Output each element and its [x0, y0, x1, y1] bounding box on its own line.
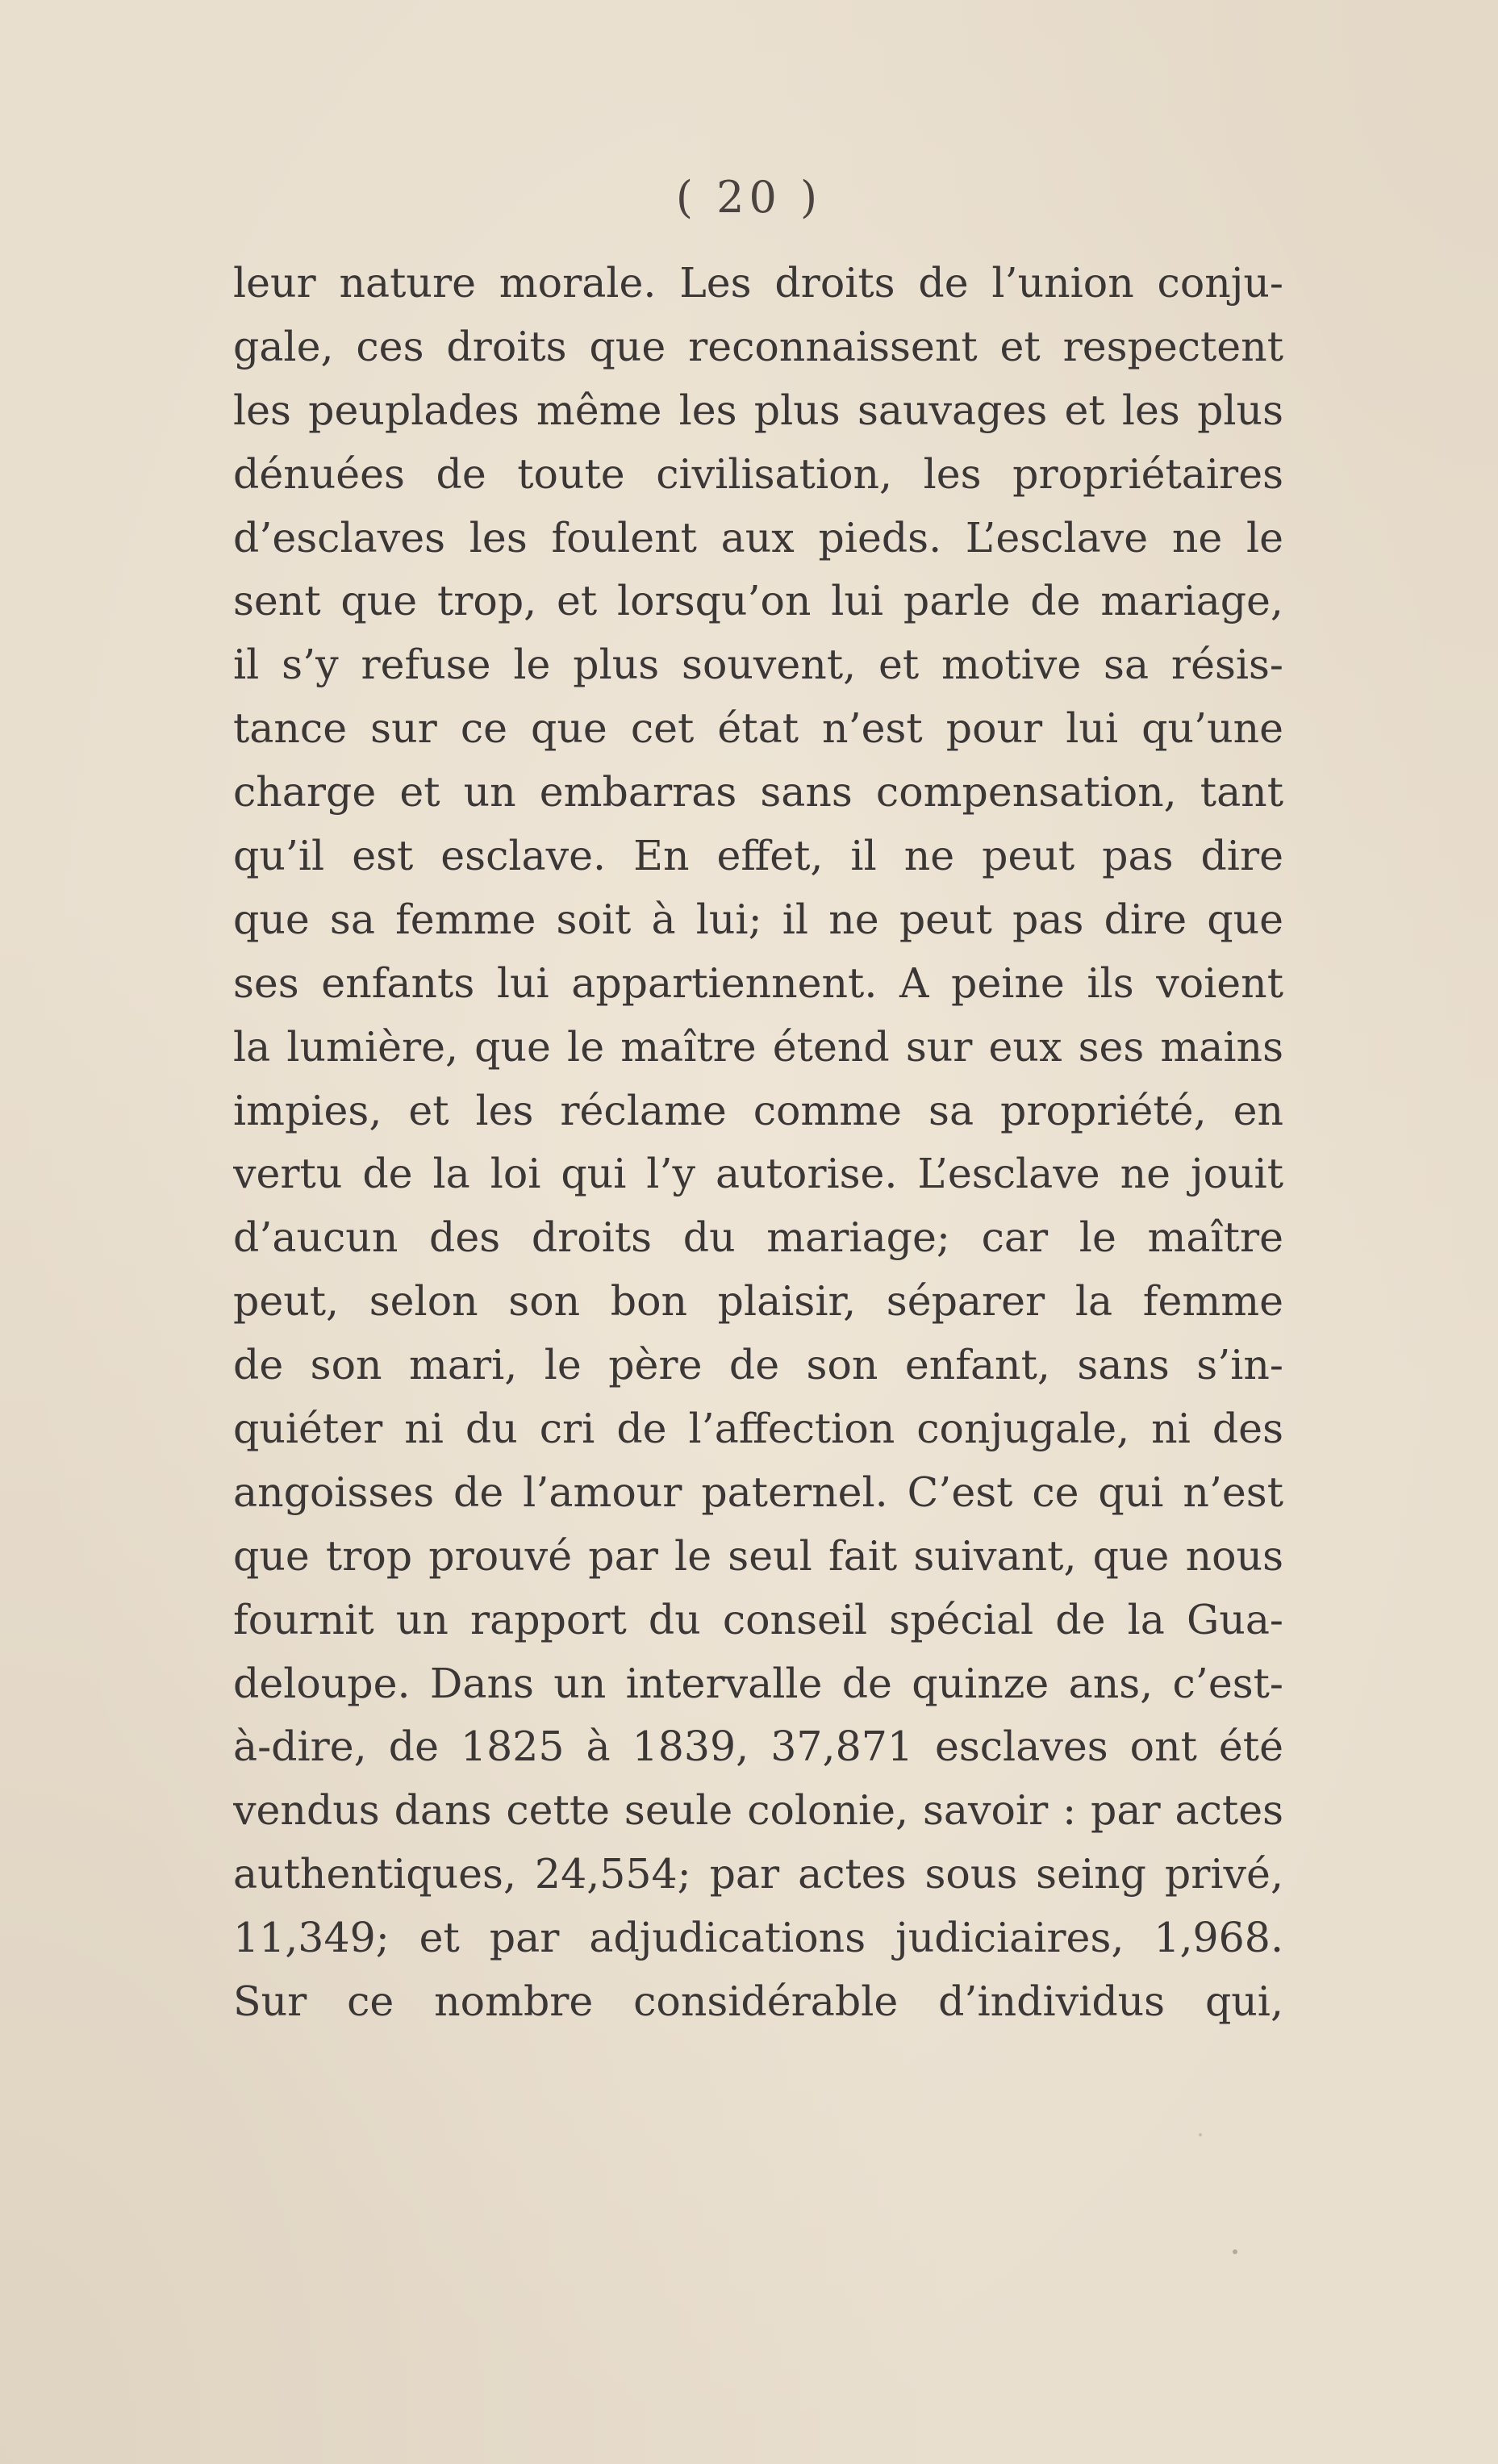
page-number: ( 20 )	[675, 172, 823, 223]
text-line: Sur ce nombre considérable d’individus qui,	[233, 1977, 1283, 2026]
text-line: angoisses de l’amour paternel. C’est ce qui n’est	[233, 1468, 1283, 1516]
text-line: qu’il est esclave. En effet, il ne peut pas dire	[233, 832, 1283, 880]
body-text	[233, 252, 1283, 2034]
paper-speck	[1233, 2249, 1237, 2254]
text-line: leur nature morale. Les droits de l’union conju-	[233, 259, 1283, 307]
text-line: les peuplades même les plus sauvages et les plus	[233, 386, 1283, 434]
text-line: quiéter ni du cri de l’affection conjugale, ni des	[233, 1405, 1283, 1453]
text-line: d’aucun des droits du mariage; car le maître	[233, 1213, 1283, 1262]
text-line: vendus dans cette seule colonie, savoir : par actes	[233, 1786, 1283, 1835]
text-line: que trop prouvé par le seul fait suivant, que nous	[233, 1531, 1283, 1580]
text-line: tance sur ce que cet état n’est pour lui qu’une	[233, 704, 1283, 753]
text-line: gale, ces droits que reconnaissent et respectent	[233, 322, 1283, 370]
text-line: vertu de la loi qui l’y autorise. L’esclave ne jouit	[233, 1150, 1283, 1198]
text-line: 11,349; et par adjudications judiciaires, 1,968.	[233, 1914, 1283, 1962]
paper-speck	[1199, 2133, 1202, 2136]
text-line: fournit un rapport du conseil spécial de la Gua-	[233, 1595, 1283, 1643]
text-line: deloupe. Dans un intervalle de quinze ans, c’est-	[233, 1659, 1283, 1707]
text-line: ses enfants lui appartiennent. A peine ils voient	[233, 958, 1283, 1007]
text-line: authentiques, 24,554; par actes sous seing privé,	[233, 1850, 1283, 1898]
text-line: impies, et les réclame comme sa propriété, en	[233, 1086, 1283, 1134]
text-line: d’esclaves les foulent aux pieds. L’esclave ne le	[233, 513, 1283, 562]
text-line: la lumière, que le maître étend sur eux ses mains	[233, 1022, 1283, 1071]
text-line: dénuées de toute civilisation, les propriétaires	[233, 449, 1283, 498]
text-line: à-dire, de 1825 à 1839, 37,871 esclaves ont été	[233, 1723, 1283, 1771]
text-line: de son mari, le père de son enfant, sans s’in-	[233, 1341, 1283, 1389]
text-line: il s’y refuse le plus souvent, et motive sa résis-	[233, 641, 1283, 689]
text-line: sent que trop, et lorsqu’on lui parle de mariage,	[233, 577, 1283, 625]
text-line: charge et un embarras sans compensation, tant	[233, 768, 1283, 816]
text-line: que sa femme soit à lui; il ne peut pas dire que	[233, 895, 1283, 943]
text-line: peut, selon son bon plaisir, séparer la femme	[233, 1277, 1283, 1326]
